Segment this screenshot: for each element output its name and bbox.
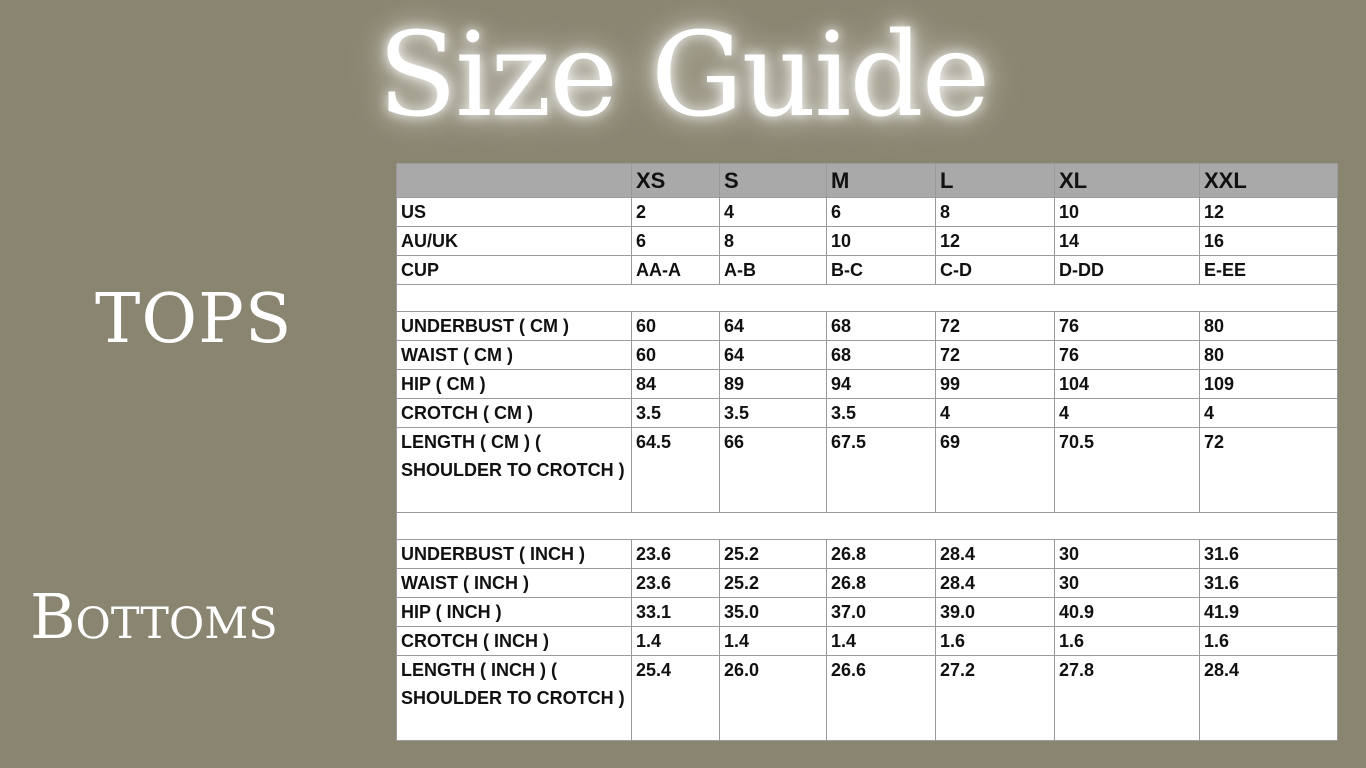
header-cell-m: M [827,164,936,198]
value-cell: 27.2 [936,656,1055,741]
value-cell: 26.8 [827,569,936,598]
table-row [397,227,1338,256]
row-label-cell: WAIST ( INCH ) [397,569,632,598]
bottoms-label: Bottoms [30,580,278,653]
value-cell: 8 [720,227,827,256]
header-cell-xs: XS [632,164,720,198]
value-cell: 26.0 [720,656,827,741]
value-cell: 60 [632,312,720,341]
value-cell: 4 [720,198,827,227]
value-cell: 1.6 [1200,627,1338,656]
value-cell: 94 [827,370,936,399]
value-cell: 14 [1055,227,1200,256]
value-cell: 23.6 [632,569,720,598]
value-cell: 31.6 [1200,569,1338,598]
value-cell: 6 [632,227,720,256]
row-label-cell: LENGTH ( CM ) ( SHOULDER TO CROTCH ) [397,428,632,513]
spacer-cell [397,513,1338,540]
value-cell: 84 [632,370,720,399]
value-cell: 89 [720,370,827,399]
value-cell: 40.9 [1055,598,1200,627]
row-label-cell: CROTCH ( CM ) [397,399,632,428]
table-row [397,312,1338,341]
value-cell: 10 [827,227,936,256]
row-label-cell: UNDERBUST ( INCH ) [397,540,632,569]
value-cell: 64 [720,312,827,341]
value-cell: 1.4 [720,627,827,656]
row-label-cell: HIP ( INCH ) [397,598,632,627]
header-cell-s: S [720,164,827,198]
value-cell: 99 [936,370,1055,399]
value-cell: 10 [1055,198,1200,227]
table-row [397,399,1338,428]
value-cell: 27.8 [1055,656,1200,741]
size-chart-table [396,163,1338,741]
value-cell: 28.4 [936,569,1055,598]
value-cell: 30 [1055,540,1200,569]
value-cell: 70.5 [1055,428,1200,513]
value-cell: 1.4 [632,627,720,656]
value-cell: 23.6 [632,540,720,569]
table-row [397,370,1338,399]
header-cell-xl: XL [1055,164,1200,198]
value-cell: C-D [936,256,1055,285]
value-cell: 8 [936,198,1055,227]
value-cell: 80 [1200,341,1338,370]
value-cell: 1.6 [1055,627,1200,656]
value-cell: 3.5 [720,399,827,428]
value-cell: 67.5 [827,428,936,513]
value-cell: 4 [936,399,1055,428]
value-cell: B-C [827,256,936,285]
table-body [397,198,1338,741]
value-cell: 4 [1200,399,1338,428]
value-cell: 76 [1055,312,1200,341]
value-cell: D-DD [1055,256,1200,285]
table-row [397,627,1338,656]
table-row [397,598,1338,627]
value-cell: 60 [632,341,720,370]
value-cell: 28.4 [936,540,1055,569]
value-cell: 68 [827,312,936,341]
tops-label: TOPS [95,280,293,359]
value-cell: 28.4 [1200,656,1338,741]
value-cell: 33.1 [632,598,720,627]
value-cell: 80 [1200,312,1338,341]
value-cell: 39.0 [936,598,1055,627]
header-cell-l: L [936,164,1055,198]
value-cell: 25.2 [720,569,827,598]
value-cell: 26.6 [827,656,936,741]
value-cell: 64.5 [632,428,720,513]
value-cell: A-B [720,256,827,285]
value-cell: 31.6 [1200,540,1338,569]
table-row [397,569,1338,598]
table-row [397,428,1338,513]
value-cell: 68 [827,341,936,370]
value-cell: 3.5 [827,399,936,428]
value-cell: 41.9 [1200,598,1338,627]
value-cell: 64 [720,341,827,370]
value-cell: 2 [632,198,720,227]
section-spacer-row [397,285,1338,312]
value-cell: 1.4 [827,627,936,656]
section-spacer-row [397,513,1338,540]
value-cell: 109 [1200,370,1338,399]
value-cell: 4 [1055,399,1200,428]
value-cell: 35.0 [720,598,827,627]
value-cell: E-EE [1200,256,1338,285]
spacer-cell [397,285,1338,312]
row-label-cell: CROTCH ( INCH ) [397,627,632,656]
header-cell-xxl: XXL [1200,164,1338,198]
value-cell: 12 [936,227,1055,256]
value-cell: 25.2 [720,540,827,569]
value-cell: 6 [827,198,936,227]
row-label-cell: US [397,198,632,227]
table-row [397,656,1338,741]
row-label-cell: WAIST ( CM ) [397,341,632,370]
table-row [397,341,1338,370]
value-cell: AA-A [632,256,720,285]
row-label-cell: CUP [397,256,632,285]
value-cell: 25.4 [632,656,720,741]
value-cell: 16 [1200,227,1338,256]
value-cell: 26.8 [827,540,936,569]
page-title: Size Guide [377,8,989,143]
value-cell: 72 [936,312,1055,341]
value-cell: 76 [1055,341,1200,370]
value-cell: 104 [1055,370,1200,399]
table-row [397,540,1338,569]
value-cell: 1.6 [936,627,1055,656]
value-cell: 37.0 [827,598,936,627]
table-row [397,256,1338,285]
value-cell: 12 [1200,198,1338,227]
value-cell: 72 [1200,428,1338,513]
row-label-cell: LENGTH ( INCH ) ( SHOULDER TO CROTCH ) [397,656,632,741]
value-cell: 30 [1055,569,1200,598]
value-cell: 72 [936,341,1055,370]
value-cell: 66 [720,428,827,513]
row-label-cell: AU/UK [397,227,632,256]
value-cell: 69 [936,428,1055,513]
value-cell: 3.5 [632,399,720,428]
table-header-row [397,164,1338,198]
row-label-cell: HIP ( CM ) [397,370,632,399]
row-label-cell: UNDERBUST ( CM ) [397,312,632,341]
table-row [397,198,1338,227]
header-cell-blank [397,164,632,198]
